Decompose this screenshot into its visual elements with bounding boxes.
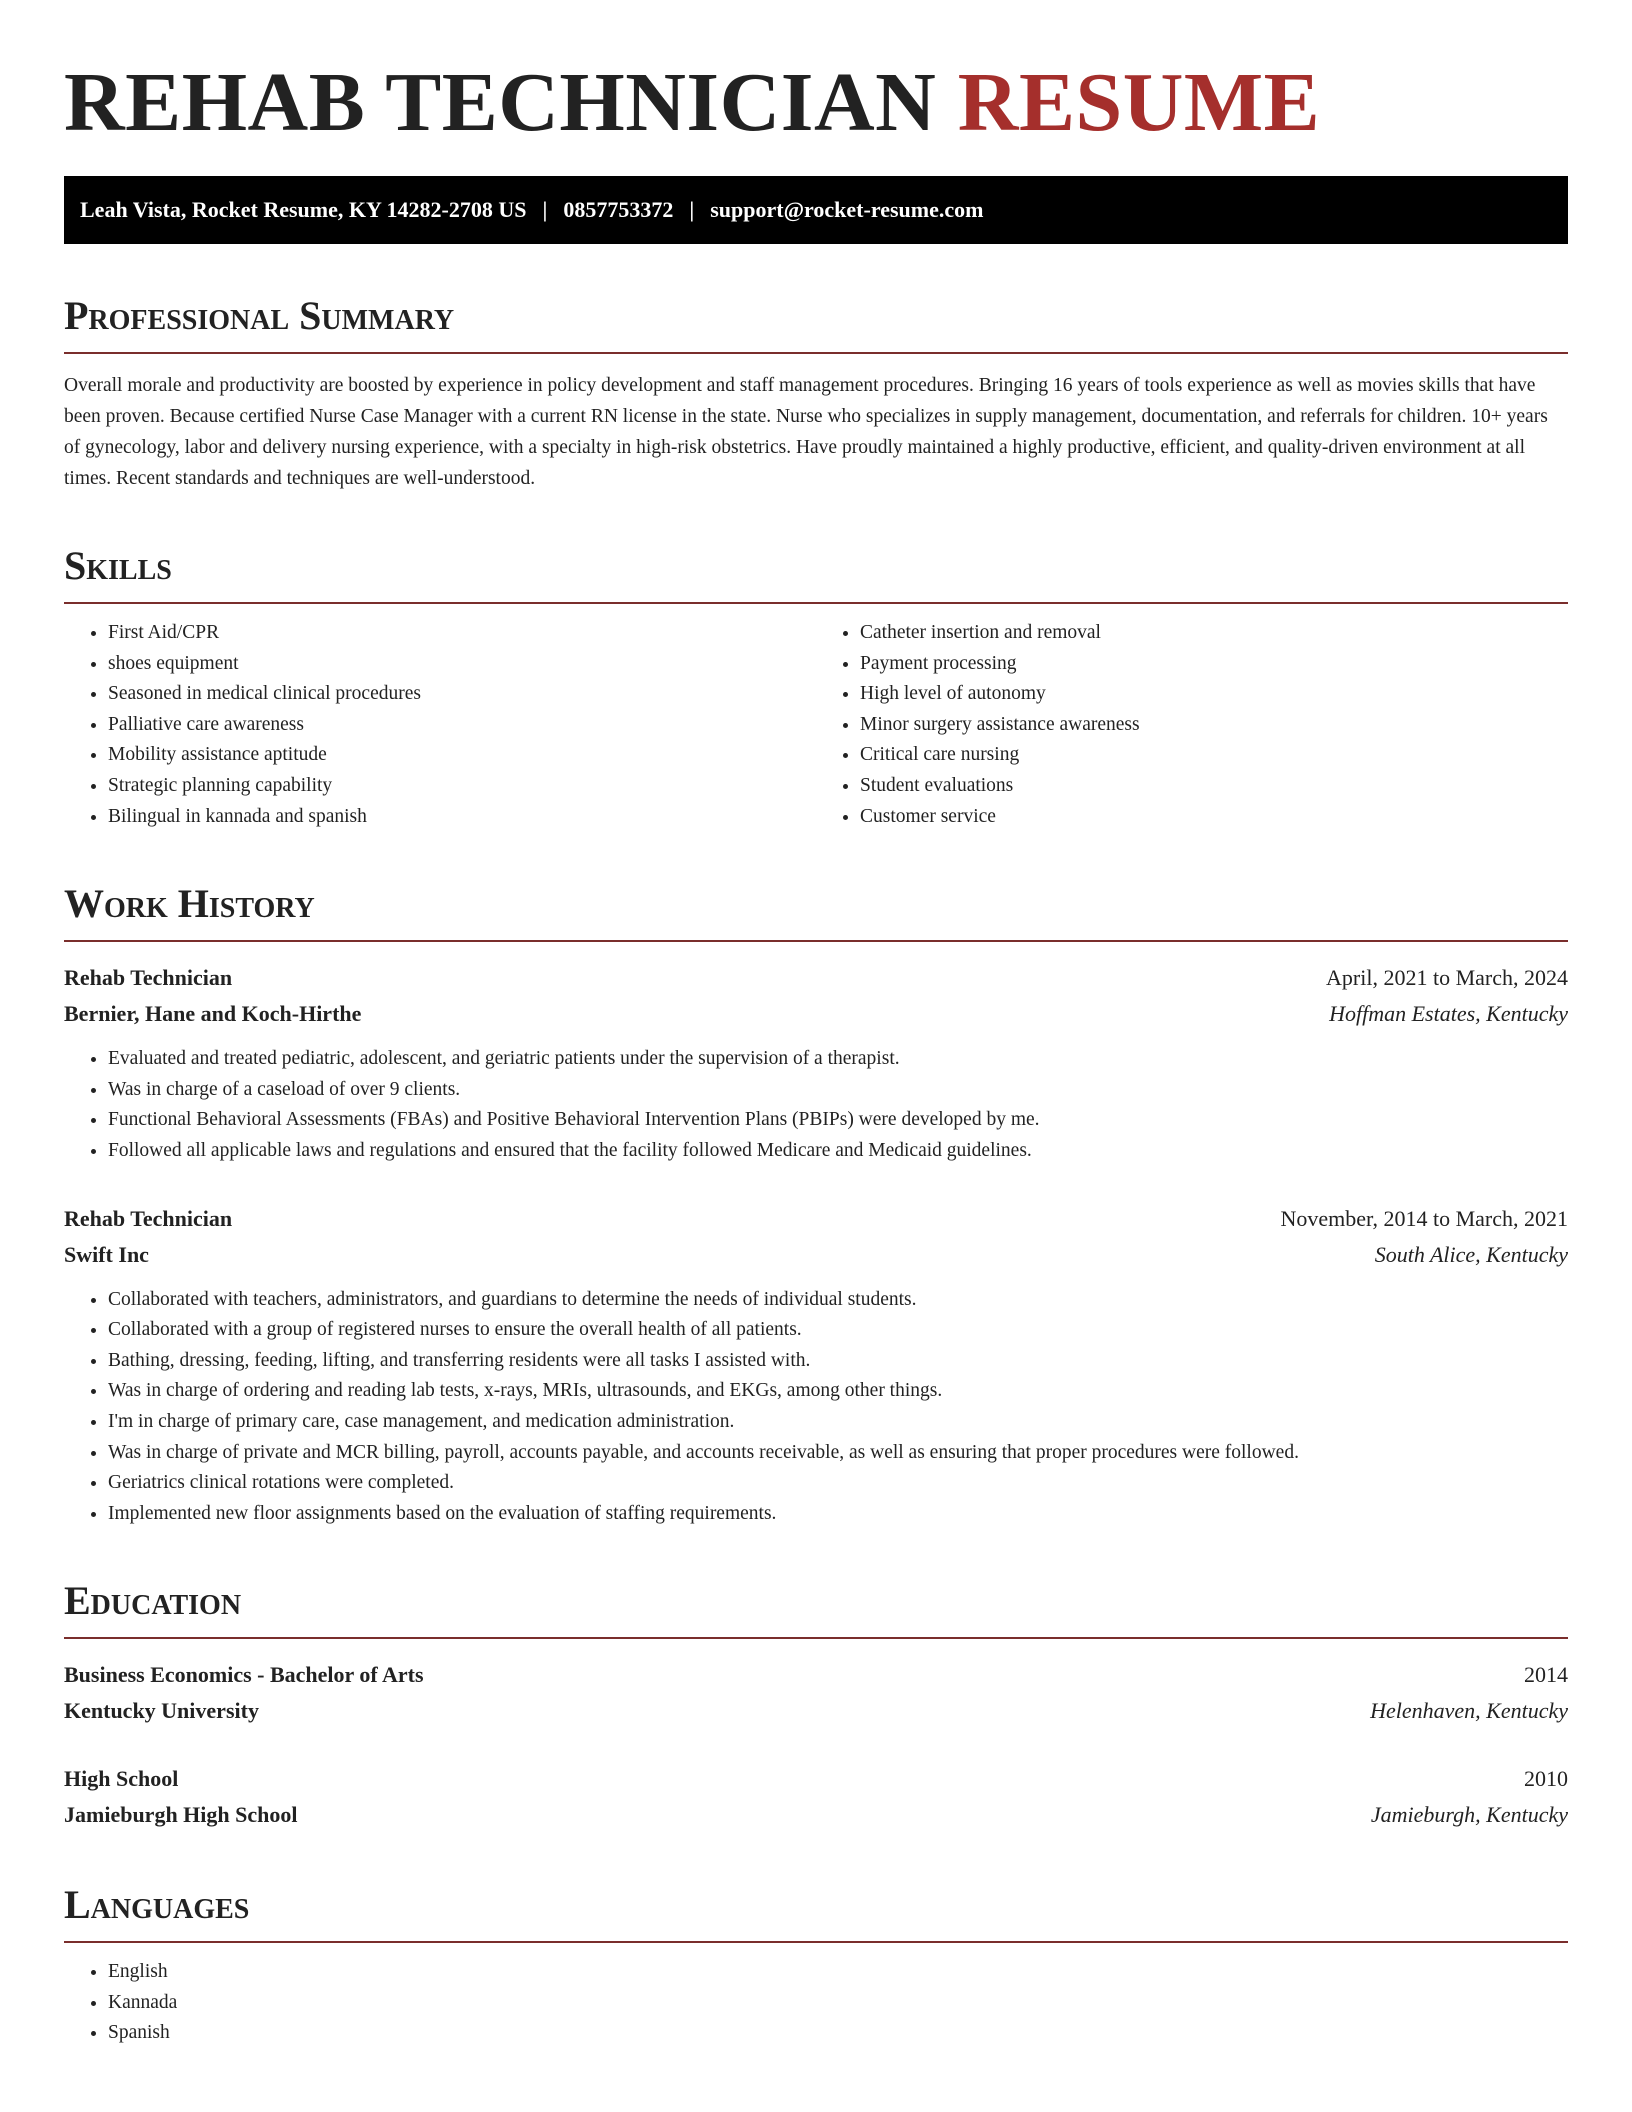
job-company-row [64,996,1568,1032]
education-school-row [64,1693,1568,1729]
contact-bar [64,176,1568,244]
job-company: Bernier, Hane and Koch-Hirthe [64,1001,362,1027]
section-heading-work-history: Work History [64,878,1568,942]
skill-item: • Strategic planning capability [108,771,816,802]
section-heading-education: Education [64,1575,1568,1639]
language-item: • Spanish [108,2018,1568,2049]
language-item: • English [108,1957,1568,1988]
job-bullets [64,1285,1568,1530]
summary-text: Overall morale and productivity are boosted by experience in policy development and staff management procedures. Bringing 16 years of tools experience as well as movies skills that have been proven. Because certified Nurse Case Manager with a current RN license in the state. Nurse who specializes in supply management, documentation, and referrals for children. 10+ years of gynecology, labor and delivery nursing experience, with a specialty in high-risk obstetrics. Have proudly maintained a highly productive, efficient, and quality-driven environment at all times. Recent standards and techniques are well-understood. [64,375,1548,489]
education-year: 2014 [1524,1662,1568,1688]
job-bullet: • Evaluated and treated pediatric, adolescent, and geriatric patients under the supervision of a therapist. [108,1044,1568,1075]
skills-list-left [64,618,816,832]
education-location: Helenhaven, Kentucky [1370,1698,1568,1724]
skill-item: • Mobility assistance aptitude [108,740,816,771]
education-entry [64,1761,1568,1833]
job-bullet: • Followed all applicable laws and regulations and ensured that the facility followed Medicare and Medicaid guidelines. [108,1136,1568,1167]
skill-item: • Palliative care awareness [108,710,816,741]
title-main: REHAB TECHNICIAN [64,56,937,149]
job-title-row [64,1201,1568,1237]
education-entry [64,1657,1568,1729]
skills-grid [64,604,1568,832]
education-school: Kentucky University [64,1698,259,1724]
section-heading-skills: Skills [64,540,1568,604]
education-location: Jamieburgh, Kentucky [1370,1802,1568,1828]
contact-address: Leah Vista, Rocket Resume, KY 14282-2708 US [80,197,527,222]
skill-item: • Catheter insertion and removal [860,618,1568,649]
education-degree: Business Economics - Bachelor of Arts [64,1662,424,1688]
contact-phone: 0857753372 [563,197,674,222]
job-location: Hoffman Estates, Kentucky [1329,1001,1568,1027]
contact-separator: | [689,197,695,222]
job-title-row [64,960,1568,996]
title-accent: RESUME [957,56,1321,149]
job-company: Swift Inc [64,1241,149,1267]
education-degree-row [64,1761,1568,1797]
skill-item: • Student evaluations [860,771,1568,802]
skills-list-right [816,618,1568,832]
skill-item: • Seasoned in medical clinical procedures [108,679,816,710]
section-heading-languages: Languages [64,1879,1568,1943]
skill-item: • First Aid/CPR [108,618,816,649]
job-title: Rehab Technician [64,1205,233,1231]
job-bullet: • Implemented new floor assignments based on the evaluation of staffing requirements. [108,1499,1568,1530]
skill-item: • Minor surgery assistance awareness [860,710,1568,741]
language-item: • Kannada [108,1988,1568,2019]
job-bullet: • Was in charge of ordering and reading lab tests, x-rays, MRIs, ultrasounds, and EKGs, among other things. [108,1376,1568,1407]
languages-list [64,1957,1568,2049]
job-entry [64,960,1568,1166]
job-bullet: • Collaborated with teachers, administrators, and guardians to determine the needs of individual students. [108,1285,1568,1316]
skill-item: • Bilingual in kannada and spanish [108,802,816,833]
skill-item: • Customer service [860,802,1568,833]
job-bullet: • Bathing, dressing, feeding, lifting, and transferring residents were all tasks I assisted with. [108,1346,1568,1377]
job-entry [64,1201,1568,1530]
education-degree-row [64,1657,1568,1693]
job-bullet: • Collaborated with a group of registered nurses to ensure the overall health of all patients. [108,1315,1568,1346]
resume-title [64,54,1568,152]
job-dates: November, 2014 to March, 2021 [1280,1205,1568,1231]
job-dates: April, 2021 to March, 2024 [1326,965,1568,991]
contact-email: support@rocket-resume.com [710,197,984,222]
job-company-row [64,1237,1568,1273]
job-location: South Alice, Kentucky [1374,1241,1568,1267]
skill-item: • Critical care nursing [860,740,1568,771]
skill-item: • Payment processing [860,649,1568,680]
skill-item: • High level of autonomy [860,679,1568,710]
education-degree: High School [64,1766,179,1792]
job-bullet: • Was in charge of private and MCR billing, payroll, accounts payable, and accounts receivable, as well as ensuring that proper procedures were followed. [108,1438,1568,1469]
job-bullets [64,1044,1568,1166]
job-bullet: • Geriatrics clinical rotations were completed. [108,1468,1568,1499]
education-school-row [64,1797,1568,1833]
job-bullet: • Was in charge of a caseload of over 9 clients. [108,1075,1568,1106]
education-year: 2010 [1524,1766,1568,1792]
section-heading-summary: Professional Summary [64,290,1568,354]
contact-separator: | [542,197,548,222]
job-bullet: • I'm in charge of primary care, case management, and medication administration. [108,1407,1568,1438]
job-bullet: • Functional Behavioral Assessments (FBAs) and Positive Behavioral Intervention Plans (PBIPs) were developed by me. [108,1105,1568,1136]
skill-item: • shoes equipment [108,649,816,680]
job-title: Rehab Technician [64,965,233,991]
education-school: Jamieburgh High School [64,1802,298,1828]
